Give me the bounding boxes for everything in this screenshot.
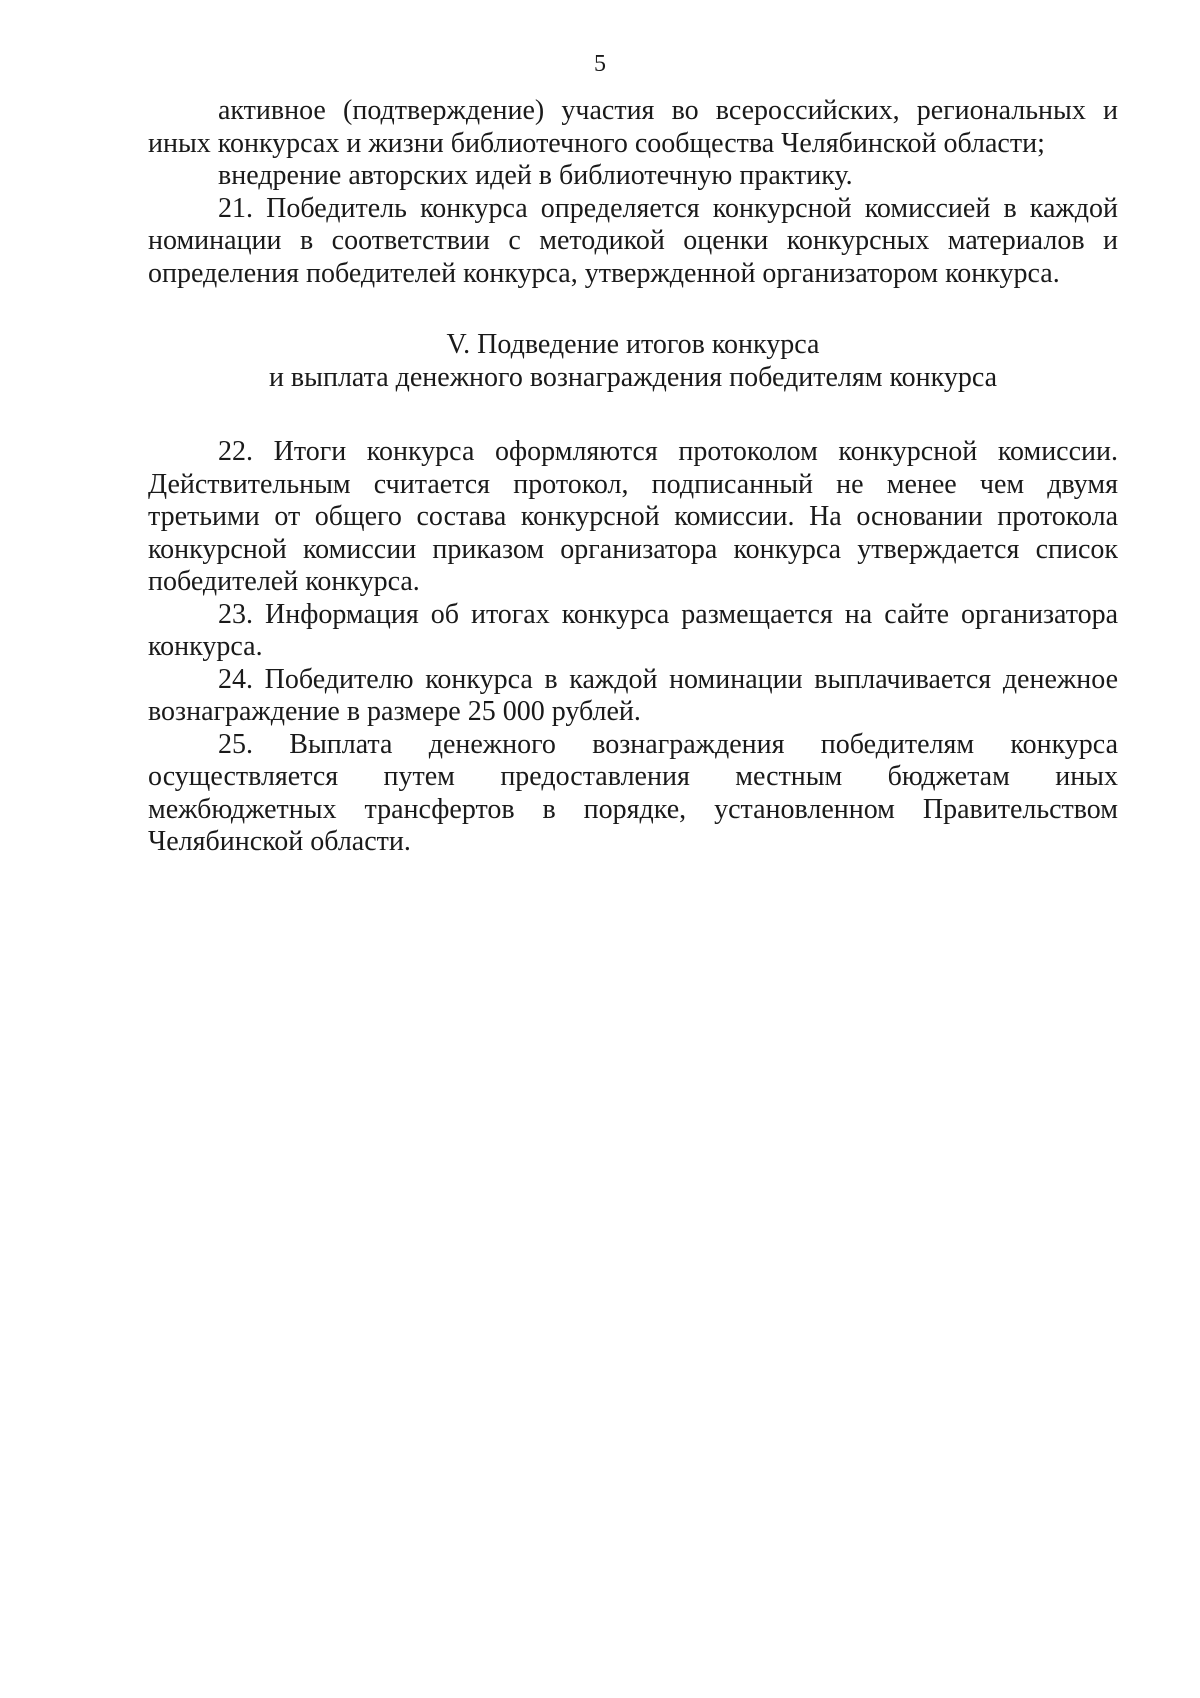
section-heading: [148, 328, 1118, 394]
section-title-line-2: и выплата денежного вознаграждения победителям конкурса: [268, 362, 998, 393]
section-title-line-1: V. Подведение итогов конкурса: [446, 329, 820, 360]
paragraph-24: 24. Победителю конкурса в каждой номинации выплачивается денежное вознаграждение в размере 25 000 рублей.: [148, 663, 1118, 727]
paragraph-22: 22. Итоги конкурса оформляются протоколом конкурсной комиссии. Действительным считается протокол, подписанный не менее чем двумя третьими от общего состава конкурсной комиссии. На основании протокола конкурсной комиссии приказом организатора конкурса утверждается список победителей конкурса.: [148, 436, 1118, 597]
paragraph-23: 23. Информация об итогах конкурса размещается на сайте организатора конкурса.: [148, 598, 1118, 662]
document-body: [148, 95, 1118, 859]
paragraph-25: 25. Выплата денежного вознаграждения победителям конкурса осуществляется путем предоставления местным бюджетам иных межбюджетных трансфертов в порядке, установленном Правительством Челябинской области.: [148, 728, 1118, 857]
page-number: 5: [594, 51, 606, 77]
paragraph-21: 21. Победитель конкурса определяется конкурсной комиссией в каждой номинации в соответствии с методикой оценки конкурсных материалов и определения победителей конкурса, утвержденной организатором конкурса.: [148, 192, 1118, 289]
paragraph-active-participation: активное (подтверждение) участия во всероссийских, региональных и иных конкурсах и жизни библиотечного сообщества Челябинской области;: [148, 95, 1118, 159]
paragraph-author-ideas: внедрение авторских идей в библиотечную практику.: [218, 160, 853, 191]
